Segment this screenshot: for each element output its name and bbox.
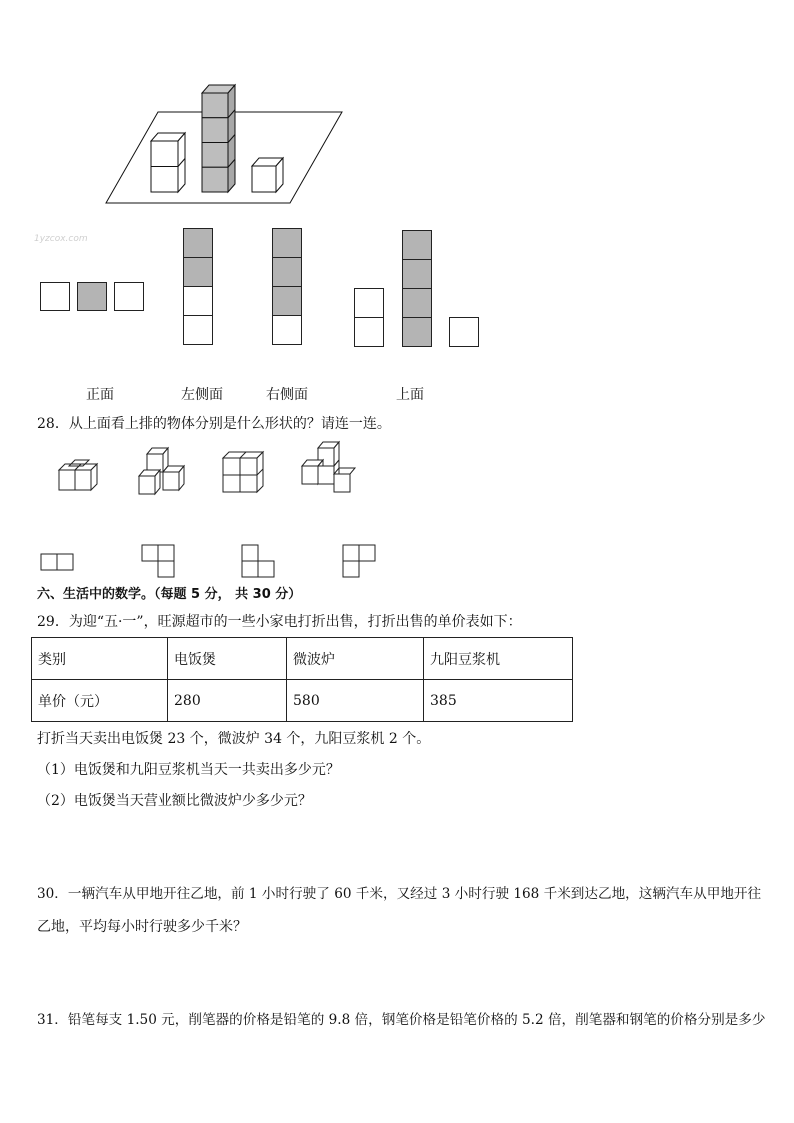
question-29-sub-1: （1）电饭煲和九阳豆浆机当天一共卖出多少元？ xyxy=(37,762,340,778)
question-31-line-1: 31．铅笔每支 1.50 元，削笔器的价格是铅笔的 9.8 倍，钢笔价格是铅笔价格的 5.2 倍，削笔器和钢笔的价格分别是多少 xyxy=(37,1012,766,1028)
view-square-shaded xyxy=(402,288,432,318)
view-square xyxy=(40,282,70,311)
object-2-figure xyxy=(135,444,195,504)
top-view-shape-3 xyxy=(241,544,281,584)
watermark-text: 1yzcox.com xyxy=(34,234,88,244)
view-square xyxy=(114,282,144,311)
view-square xyxy=(354,288,384,318)
table-cell: 385 xyxy=(424,680,573,722)
view-square xyxy=(183,286,213,316)
view-label-left: 左侧面 xyxy=(181,387,223,403)
view-square-shaded xyxy=(272,286,302,316)
table-cell: 580 xyxy=(287,680,424,722)
object-4-figure xyxy=(298,440,358,500)
table-cell: 单价（元） xyxy=(32,680,168,722)
question-29-sales: 打折当天卖出电饭煲 23 个，微波炉 34 个，九阳豆浆机 2 个。 xyxy=(37,731,431,747)
question-30-line-1: 30．一辆汽车从甲地开往乙地，前 1 小时行驶了 60 千米，又经过 3 小时行驶 168 千米到达乙地，这辆汽车从甲地开往 xyxy=(37,886,762,902)
table-header-cell: 电饭煲 xyxy=(168,638,287,680)
view-square-shaded xyxy=(183,228,213,258)
view-square xyxy=(183,315,213,345)
view-square-shaded xyxy=(402,230,432,260)
top-view-shape-4 xyxy=(342,544,382,584)
question-30-line-2: 乙地，平均每小时行驶多少千米？ xyxy=(37,919,247,935)
question-28-text: 28．从上面看上排的物体分别是什么形状的？请连一连。 xyxy=(37,416,391,432)
view-label-top: 上面 xyxy=(396,387,424,403)
view-square-shaded xyxy=(402,259,432,289)
view-square-shaded xyxy=(272,257,302,287)
table-row xyxy=(32,638,573,680)
table-header-cell: 微波炉 xyxy=(287,638,424,680)
view-square xyxy=(449,317,479,347)
view-square xyxy=(272,315,302,345)
cube-stacks-on-plane-figure xyxy=(0,0,794,220)
view-square-shaded xyxy=(272,228,302,258)
table-row xyxy=(32,680,573,722)
view-label-front: 正面 xyxy=(86,387,114,403)
top-view-shape-1 xyxy=(40,553,80,573)
view-label-right: 右侧面 xyxy=(266,387,308,403)
table-cell: 280 xyxy=(168,680,287,722)
object-3-figure xyxy=(218,446,278,506)
view-square xyxy=(354,317,384,347)
view-square-shaded xyxy=(402,317,432,347)
question-29-intro: 29．为迎“五·一”，旺源超市的一些小家电打折出售，打折出售的单价表如下： xyxy=(37,614,522,630)
question-29-sub-2: （2）电饭煲当天营业额比微波炉少多少元？ xyxy=(37,793,312,809)
view-square-shaded xyxy=(77,282,107,311)
price-table xyxy=(31,637,573,722)
section-6-title: 六、生活中的数学。（每题 5 分， 共 30 分） xyxy=(37,587,302,602)
table-header-cell: 类别 xyxy=(32,638,168,680)
table-header-cell: 九阳豆浆机 xyxy=(424,638,573,680)
view-square-shaded xyxy=(183,257,213,287)
top-view-shape-2 xyxy=(141,544,181,584)
object-1-figure xyxy=(55,455,115,515)
